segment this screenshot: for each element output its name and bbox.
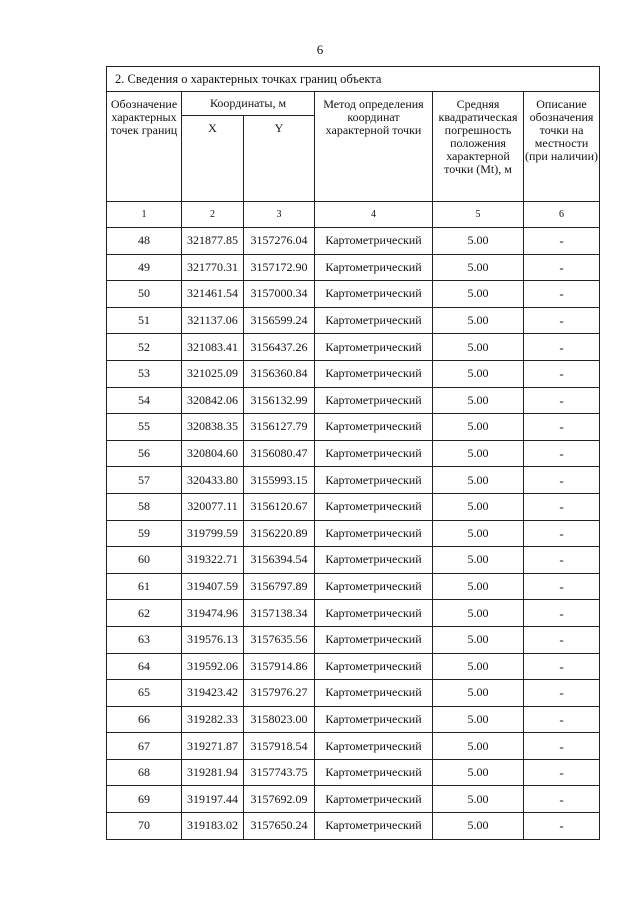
cell-method: Картометрический — [315, 813, 433, 840]
cell-x: 319271.87 — [182, 733, 244, 760]
cell-method: Картометрический — [315, 786, 433, 813]
cell-description: - — [524, 360, 600, 387]
cell-x: 319183.02 — [182, 813, 244, 840]
cell-method: Картометрический — [315, 440, 433, 467]
page-number: 6 — [316, 42, 324, 57]
cell-y: 3156120.67 — [244, 493, 315, 520]
cell-x: 320804.60 — [182, 440, 244, 467]
cell-point-id: 60 — [107, 547, 182, 574]
cell-x: 321461.54 — [182, 281, 244, 308]
cell-point-id: 62 — [107, 600, 182, 627]
cell-method: Картометрический — [315, 573, 433, 600]
cell-description: - — [524, 254, 600, 281]
column-number: 3 — [244, 202, 315, 228]
cell-point-id: 64 — [107, 653, 182, 680]
table-row — [107, 520, 600, 547]
cell-description: - — [524, 440, 600, 467]
cell-y: 3156394.54 — [244, 547, 315, 574]
column-number-row — [107, 202, 600, 228]
cell-method: Картометрический — [315, 307, 433, 334]
cell-y: 3156127.79 — [244, 414, 315, 441]
cell-point-id: 48 — [107, 228, 182, 255]
cell-point-id: 65 — [107, 680, 182, 707]
section-title-row — [107, 67, 600, 92]
cell-method: Картометрический — [315, 520, 433, 547]
cell-point-id: 50 — [107, 281, 182, 308]
cell-point-id: 68 — [107, 759, 182, 786]
cell-y: 3157918.54 — [244, 733, 315, 760]
header-point-designation: Обозначение характерных точек границ — [107, 92, 182, 202]
cell-x: 321877.85 — [182, 228, 244, 255]
cell-x: 321137.06 — [182, 307, 244, 334]
cell-y: 3155993.15 — [244, 467, 315, 494]
cell-description: - — [524, 653, 600, 680]
cell-point-id: 61 — [107, 573, 182, 600]
cell-y: 3157138.34 — [244, 600, 315, 627]
cell-description: - — [524, 414, 600, 441]
cell-point-id: 58 — [107, 493, 182, 520]
column-number: 4 — [315, 202, 433, 228]
table-row — [107, 733, 600, 760]
cell-y: 3157914.86 — [244, 653, 315, 680]
cell-method: Картометрический — [315, 467, 433, 494]
cell-description: - — [524, 520, 600, 547]
cell-description: - — [524, 307, 600, 334]
table-row — [107, 467, 600, 494]
cell-method: Картометрический — [315, 680, 433, 707]
cell-x: 321025.09 — [182, 360, 244, 387]
cell-point-id: 59 — [107, 520, 182, 547]
cell-x: 319407.59 — [182, 573, 244, 600]
cell-error: 5.00 — [433, 254, 524, 281]
cell-error: 5.00 — [433, 653, 524, 680]
cell-error: 5.00 — [433, 600, 524, 627]
cell-description: - — [524, 387, 600, 414]
table-row — [107, 440, 600, 467]
cell-method: Картометрический — [315, 653, 433, 680]
cell-point-id: 53 — [107, 360, 182, 387]
cell-point-id: 54 — [107, 387, 182, 414]
cell-method: Картометрический — [315, 600, 433, 627]
cell-y: 3157976.27 — [244, 680, 315, 707]
cell-error: 5.00 — [433, 440, 524, 467]
cell-description: - — [524, 573, 600, 600]
cell-error: 5.00 — [433, 467, 524, 494]
cell-error: 5.00 — [433, 706, 524, 733]
table-row — [107, 600, 600, 627]
table-row — [107, 493, 600, 520]
cell-error: 5.00 — [433, 626, 524, 653]
cell-point-id: 55 — [107, 414, 182, 441]
header-x: X — [182, 116, 244, 202]
header-coordinates: Координаты, м — [182, 92, 315, 116]
section-title: 2. Сведения о характерных точках границ объекта — [107, 67, 600, 92]
table-row — [107, 626, 600, 653]
cell-error: 5.00 — [433, 360, 524, 387]
cell-y: 3156437.26 — [244, 334, 315, 361]
table-row — [107, 786, 600, 813]
cell-y: 3156360.84 — [244, 360, 315, 387]
cell-error: 5.00 — [433, 733, 524, 760]
cell-method: Картометрический — [315, 334, 433, 361]
cell-error: 5.00 — [433, 493, 524, 520]
cell-error: 5.00 — [433, 387, 524, 414]
cell-method: Картометрический — [315, 493, 433, 520]
header-method: Метод определения координат характерной точки — [315, 92, 433, 202]
cell-x: 321770.31 — [182, 254, 244, 281]
header-description: Описание обозначения точки на местности (при наличии) — [524, 92, 600, 202]
table-row — [107, 573, 600, 600]
cell-point-id: 67 — [107, 733, 182, 760]
cell-error: 5.00 — [433, 786, 524, 813]
cell-description: - — [524, 813, 600, 840]
table-row — [107, 813, 600, 840]
cell-y: 3156080.47 — [244, 440, 315, 467]
cell-y: 3158023.00 — [244, 706, 315, 733]
cell-description: - — [524, 680, 600, 707]
cell-point-id: 63 — [107, 626, 182, 653]
cell-description: - — [524, 786, 600, 813]
cell-x: 319423.42 — [182, 680, 244, 707]
cell-error: 5.00 — [433, 680, 524, 707]
table-row — [107, 653, 600, 680]
cell-point-id: 69 — [107, 786, 182, 813]
header-y: Y — [244, 116, 315, 202]
column-number: 2 — [182, 202, 244, 228]
cell-description: - — [524, 228, 600, 255]
cell-x: 320433.80 — [182, 467, 244, 494]
cell-method: Картометрический — [315, 626, 433, 653]
table-row — [107, 759, 600, 786]
cell-x: 319322.71 — [182, 547, 244, 574]
cell-point-id: 70 — [107, 813, 182, 840]
cell-description: - — [524, 759, 600, 786]
column-number: 6 — [524, 202, 600, 228]
cell-x: 321083.41 — [182, 334, 244, 361]
cell-method: Картометрический — [315, 281, 433, 308]
table-row — [107, 360, 600, 387]
cell-y: 3157276.04 — [244, 228, 315, 255]
cell-x: 319576.13 — [182, 626, 244, 653]
cell-method: Картометрический — [315, 387, 433, 414]
cell-method: Картометрический — [315, 733, 433, 760]
column-number: 1 — [107, 202, 182, 228]
boundary-points-table — [106, 66, 600, 840]
cell-x: 319197.44 — [182, 786, 244, 813]
cell-x: 319282.33 — [182, 706, 244, 733]
cell-point-id: 57 — [107, 467, 182, 494]
cell-y: 3156220.89 — [244, 520, 315, 547]
table-row — [107, 334, 600, 361]
cell-y: 3157172.90 — [244, 254, 315, 281]
table-row — [107, 254, 600, 281]
cell-error: 5.00 — [433, 759, 524, 786]
cell-error: 5.00 — [433, 281, 524, 308]
cell-description: - — [524, 706, 600, 733]
cell-x: 319592.06 — [182, 653, 244, 680]
cell-error: 5.00 — [433, 573, 524, 600]
cell-description: - — [524, 281, 600, 308]
table-row — [107, 387, 600, 414]
cell-x: 319281.94 — [182, 759, 244, 786]
cell-description: - — [524, 493, 600, 520]
cell-error: 5.00 — [433, 547, 524, 574]
cell-description: - — [524, 733, 600, 760]
cell-y: 3156797.89 — [244, 573, 315, 600]
cell-description: - — [524, 334, 600, 361]
cell-error: 5.00 — [433, 813, 524, 840]
cell-method: Картометрический — [315, 547, 433, 574]
cell-method: Картометрический — [315, 759, 433, 786]
table-row — [107, 706, 600, 733]
table-row — [107, 414, 600, 441]
column-number: 5 — [433, 202, 524, 228]
table-row — [107, 228, 600, 255]
cell-y: 3157635.56 — [244, 626, 315, 653]
cell-error: 5.00 — [433, 307, 524, 334]
cell-y: 3157743.75 — [244, 759, 315, 786]
cell-x: 319799.59 — [182, 520, 244, 547]
cell-error: 5.00 — [433, 414, 524, 441]
cell-y: 3157692.09 — [244, 786, 315, 813]
cell-error: 5.00 — [433, 334, 524, 361]
table-row — [107, 281, 600, 308]
cell-y: 3157650.24 — [244, 813, 315, 840]
cell-point-id: 66 — [107, 706, 182, 733]
cell-point-id: 56 — [107, 440, 182, 467]
cell-x: 320077.11 — [182, 493, 244, 520]
cell-method: Картометрический — [315, 254, 433, 281]
cell-method: Картометрический — [315, 360, 433, 387]
header-mean-error: Средняя квадратическая погрешность положения характерной точки (Mt), м — [433, 92, 524, 202]
cell-description: - — [524, 467, 600, 494]
cell-description: - — [524, 547, 600, 574]
table-row — [107, 547, 600, 574]
cell-point-id: 49 — [107, 254, 182, 281]
cell-error: 5.00 — [433, 520, 524, 547]
cell-error: 5.00 — [433, 228, 524, 255]
cell-point-id: 51 — [107, 307, 182, 334]
cell-x: 320842.06 — [182, 387, 244, 414]
table-row — [107, 307, 600, 334]
cell-x: 319474.96 — [182, 600, 244, 627]
cell-y: 3156599.24 — [244, 307, 315, 334]
table-row — [107, 680, 600, 707]
cell-description: - — [524, 600, 600, 627]
cell-method: Картометрический — [315, 414, 433, 441]
cell-y: 3157000.34 — [244, 281, 315, 308]
cell-x: 320838.35 — [182, 414, 244, 441]
cell-y: 3156132.99 — [244, 387, 315, 414]
cell-method: Картометрический — [315, 228, 433, 255]
cell-description: - — [524, 626, 600, 653]
header-row — [107, 92, 600, 116]
cell-method: Картометрический — [315, 706, 433, 733]
cell-point-id: 52 — [107, 334, 182, 361]
